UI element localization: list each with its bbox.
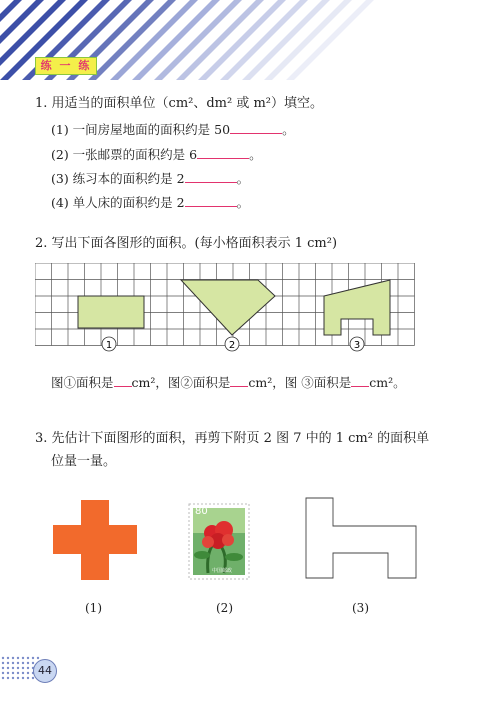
answer-blank[interactable] bbox=[185, 194, 237, 207]
label-1 bbox=[102, 337, 116, 351]
answer-blank[interactable] bbox=[230, 376, 248, 387]
q3-title-line1: 3. 先估计下面图形的面积，再剪下附页 2 图 7 中的 1 cm² 的面积单 bbox=[35, 431, 430, 446]
stamp-value: 80 bbox=[195, 506, 208, 517]
q1-item-3: (3) 练习本的面积约是 2 。 bbox=[51, 171, 250, 186]
answer-blank[interactable] bbox=[114, 376, 132, 387]
answer-blank[interactable] bbox=[351, 376, 369, 387]
label-3 bbox=[350, 337, 364, 351]
shape-2-polygon bbox=[181, 280, 275, 335]
shape-1-rectangle bbox=[78, 296, 144, 328]
area-grid bbox=[35, 263, 420, 355]
orange-cross-shape bbox=[53, 500, 138, 580]
caption-2: (2) bbox=[216, 601, 233, 615]
caption-1: (1) bbox=[85, 601, 102, 615]
section-badge: 练 一 练 bbox=[35, 57, 97, 75]
q1-item-4: (4) 单人床的面积约是 2 。 bbox=[51, 195, 250, 210]
caption-3: (3) bbox=[352, 601, 369, 615]
svg-text:2: 2 bbox=[228, 340, 236, 351]
shape-3-polygon bbox=[324, 280, 390, 335]
label-2 bbox=[225, 337, 239, 351]
page-number: 44 bbox=[33, 659, 57, 683]
svg-text:3: 3 bbox=[353, 340, 361, 351]
q1-item-2: (2) 一张邮票的面积约是 6 。 bbox=[51, 147, 262, 162]
svg-text:1: 1 bbox=[105, 340, 113, 351]
q1-item-1: (1) 一间房屋地面的面积约是 50 。 bbox=[51, 122, 295, 137]
answer-blank[interactable] bbox=[230, 121, 282, 134]
stamp-text: 中国邮政 bbox=[212, 568, 233, 574]
outline-shape bbox=[305, 497, 417, 579]
q3-title-line2: 位量一量。 bbox=[51, 454, 117, 469]
q2-title: 2. 写出下面各图形的面积。(每小格面积表示 1 cm²) bbox=[35, 236, 338, 251]
stamp bbox=[188, 503, 250, 580]
answer-blank[interactable] bbox=[185, 170, 237, 183]
answer-blank[interactable] bbox=[197, 146, 249, 159]
q2-answer-line: 图①面积是 cm²，图②面积是 cm²，图 ③面积是 cm²。 bbox=[51, 375, 406, 390]
q1-title: 1. 用适当的面积单位（cm²、dm² 或 m²）填空。 bbox=[35, 96, 324, 111]
